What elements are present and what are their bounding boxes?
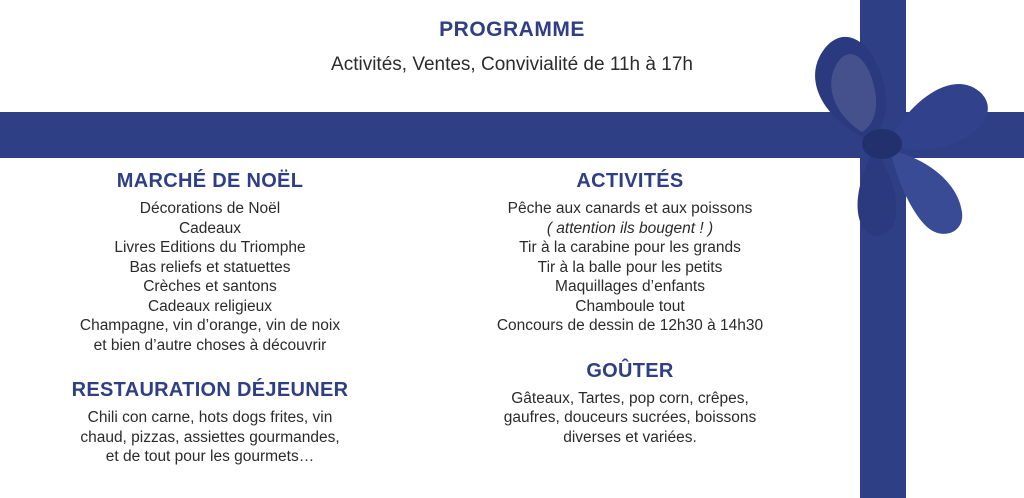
section-line: Gâteaux, Tartes, pop corn, crêpes,	[511, 389, 749, 407]
section-line: et de tout pour les gourmets…	[105, 448, 315, 465]
section-title: RESTAURATION DÉJEUNER	[71, 379, 349, 401]
section-restauration-dejeuner	[0, 379, 420, 467]
section-line: Maquillages d’enfants	[555, 278, 705, 295]
section-marche-de-noel	[0, 170, 420, 355]
section-line: et bien d’autre choses à découvrir	[93, 336, 327, 354]
section-line: diverses et variées.	[563, 428, 697, 446]
section-line: Bas reliefs et statuettes	[129, 258, 291, 276]
section-line: Crèches et santons	[143, 278, 277, 295]
section-line: Chili con carne, hots dogs frites, vin	[87, 409, 333, 426]
page-title: PROGRAMME	[439, 18, 585, 41]
section-line: Cadeaux	[178, 219, 242, 237]
section-line: Champagne, vin d’orange, vin de noix	[79, 317, 341, 334]
section-line: Cadeaux religieux	[147, 297, 273, 315]
section-title: GOÛTER	[586, 359, 674, 382]
section-title: MARCHÉ DE NOËL	[116, 170, 304, 192]
section-line: ( attention ils bougent ! )	[546, 219, 714, 237]
section-line: chaud, pizzas, assiettes gourmandes,	[80, 428, 340, 446]
section-activites	[420, 170, 840, 336]
poster-header	[0, 18, 1024, 76]
section-gouter	[420, 360, 840, 448]
poster-content	[0, 170, 860, 498]
column-right	[420, 170, 840, 469]
section-line: Pêche aux canards et aux poissons	[507, 200, 753, 217]
section-title: ACTIVITÉS	[576, 170, 684, 192]
section-line: Chamboule tout	[575, 297, 685, 315]
section-line: Concours de dessin de 12h30 à 14h30	[496, 317, 764, 334]
section-line: gaufres, douceurs sucrées, boissons	[503, 409, 757, 426]
section-line: Tir à la balle pour les petits	[537, 258, 723, 276]
page-subtitle: Activités, Ventes, Convivialité de 11h à 17h	[331, 54, 693, 75]
section-line: Livres Editions du Triomphe	[114, 239, 306, 256]
section-line: Tir à la carabine pour les grands	[519, 239, 741, 256]
section-line: Décorations de Noël	[139, 200, 281, 217]
column-left	[0, 170, 420, 489]
